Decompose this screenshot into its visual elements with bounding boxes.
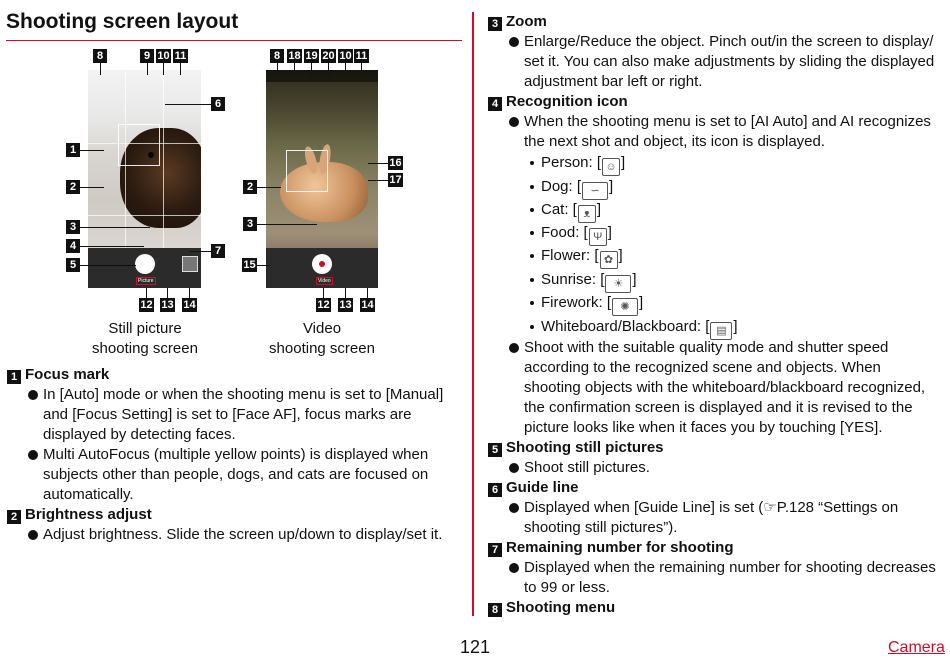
recognition-flower: Flower: [ ✿ ] [541, 246, 623, 269]
zoom-bullet-1: Enlarge/Reduce the object. Pinch out/in the screen to display/ set it. You can also make adjustments by sliding the displayed adjustment bar left or right. [524, 33, 935, 90]
mode-label-video[interactable]: Video [318, 278, 331, 284]
recognition-whiteboard: Whiteboard/Blackboard: [ ▤ ] [541, 317, 738, 340]
callout-11: 11 [174, 50, 187, 62]
callout-3-video: 3 [243, 217, 257, 231]
focus-frame-video [286, 150, 328, 192]
callout-2: 2 [66, 180, 80, 194]
recognition-heading: 4 Recognition icon [488, 92, 628, 112]
remaining-heading: 7 Remaining number for shooting [488, 538, 734, 558]
callout-8-video: 8 [270, 49, 284, 63]
callout-18: 18 [288, 50, 301, 62]
callout-7: 7 [211, 244, 225, 258]
callout-9: 9 [140, 49, 154, 63]
title-rule [6, 40, 462, 41]
video-caption: Video shooting screen [269, 320, 375, 357]
bullet-dot [509, 503, 519, 513]
bullet-dot [509, 563, 519, 573]
menu-heading: 8 Shooting menu [488, 598, 615, 618]
thumbnail-preview[interactable] [182, 256, 198, 272]
callout-11-video: 11 [355, 50, 368, 62]
callout-10-video: 10 [339, 50, 352, 62]
page-title: Shooting screen layout [6, 10, 239, 33]
bullet-dot [509, 37, 519, 47]
still-heading: 5 Shooting still pictures [488, 438, 664, 458]
callout-1: 1 [66, 143, 80, 157]
focus-frame [118, 124, 160, 166]
callout-8: 8 [93, 49, 107, 63]
whiteboard-icon: ▤ [710, 322, 732, 340]
firework-icon: ✺ [612, 298, 638, 316]
still-caption: Still picture shooting screen [92, 320, 198, 357]
callout-15: 15 [243, 259, 256, 271]
recognition-sunrise: Sunrise: [ ☀ ] [541, 270, 637, 293]
recognition-firework: Firework: [ ✺ ] [541, 293, 643, 316]
focus-mark-bullet-2: Multi AutoFocus (multiple yellow points) is displayed when subjects other than people, dogs, and cats are focused on automatically. [43, 446, 429, 503]
food-icon: Ψ [589, 228, 607, 246]
remaining-bullet-1: Displayed when the remaining number for shooting decreases to 99 or less. [524, 559, 936, 596]
brightness-heading: 2 Brightness adjust [7, 505, 152, 525]
callout-13: 13 [161, 299, 174, 311]
recognition-person: Person: [ ☺ ] [541, 153, 625, 176]
focus-mark-heading: 1 Focus mark [7, 365, 109, 385]
callout-4: 4 [66, 239, 80, 253]
flower-icon: ✿ [600, 251, 618, 269]
page-number: 121 [460, 637, 491, 657]
brightness-bullet-1: Adjust brightness. Slide the screen up/down to display/set it. [43, 526, 443, 543]
shutter-button[interactable] [135, 254, 155, 274]
bullet-dot [28, 390, 38, 400]
bullet-dot [28, 450, 38, 460]
zoom-heading: 3 Zoom [488, 12, 547, 32]
recognition-cat: Cat: [ ᴥ ] [541, 200, 601, 223]
callout-12: 12 [140, 299, 153, 311]
bullet-dot [509, 117, 519, 127]
callout-2-video: 2 [243, 180, 257, 194]
sunrise-icon: ☀ [605, 275, 631, 293]
callout-10: 10 [157, 50, 170, 62]
callout-19: 19 [305, 50, 318, 62]
bullet-dot [28, 530, 38, 540]
callout-12-video: 12 [317, 299, 330, 311]
still-bullet-1: Shoot still pictures. [524, 459, 650, 476]
video-phone-screen [266, 70, 378, 288]
section-link-camera[interactable]: Camera [888, 639, 945, 656]
recognition-dog: Dog: [ ∽ ] [541, 177, 613, 200]
callout-17: 17 [389, 174, 402, 186]
callout-14-video: 14 [361, 299, 374, 311]
callout-6: 6 [211, 97, 225, 111]
bullet-dot [509, 463, 519, 473]
mode-label-picture[interactable]: Picture [138, 278, 154, 284]
callout-3: 3 [66, 220, 80, 234]
callout-5: 5 [66, 258, 80, 272]
page-reference-link[interactable]: ☞P.128 [763, 499, 815, 516]
dog-icon: ∽ [582, 182, 608, 200]
guide-bullet-1: Displayed when [Guide Line] is set (☞P.128 “Settings on shooting still pictures”). [524, 499, 899, 536]
person-icon: ☺ [602, 158, 620, 176]
still-phone-screen [88, 70, 201, 288]
recognition-food: Food: [ Ψ ] [541, 223, 612, 246]
callout-14: 14 [183, 299, 196, 311]
recognition-bullet-1: When the shooting menu is set to [AI Auto] and AI recognizes the next shot and object, its icon is displayed. [524, 113, 931, 150]
callout-20: 20 [322, 50, 335, 62]
cat-icon: ᴥ [578, 205, 596, 223]
focus-mark-bullet-1: In [Auto] mode or when the shooting menu is set to [Manual] and [Focus Setting] is set to [Face AF], focus marks are displayed by detecting faces. [43, 386, 444, 443]
callout-16: 16 [389, 157, 402, 169]
callout-13-video: 13 [339, 299, 352, 311]
column-divider [472, 12, 474, 616]
recognition-bullet-2: Shoot with the suitable quality mode and shutter speed according to the recognized scene and objects. When shooting objects with the whiteboard/blackboard recognized, the confirmation screen is displayed and it is revised to the picture looks like when it faces you by touching [YES]. [524, 339, 926, 436]
guide-heading: 6 Guide line [488, 478, 579, 498]
bullet-dot [509, 343, 519, 353]
